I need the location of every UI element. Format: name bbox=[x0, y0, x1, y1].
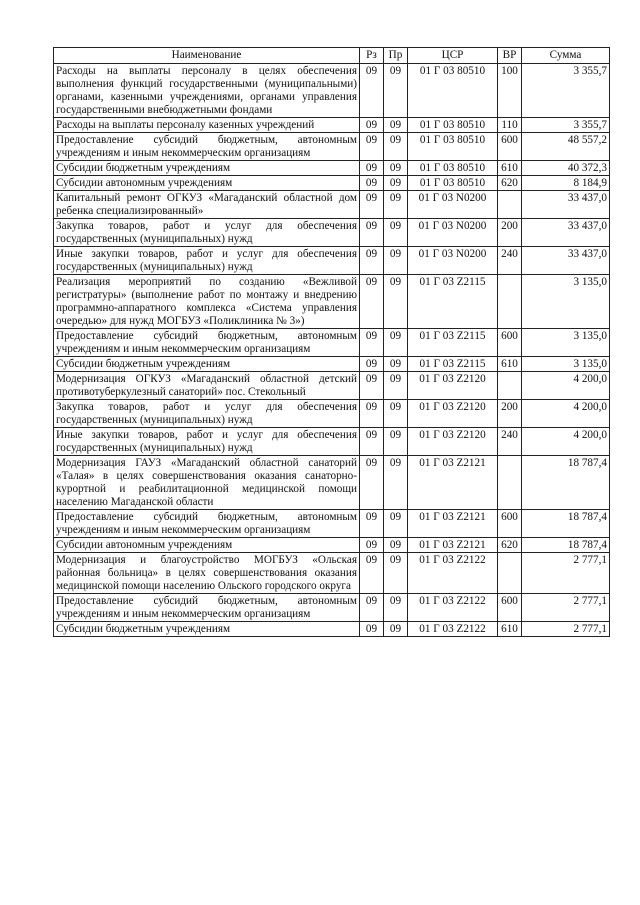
cell-csr: 01 Г 03 Z2115 bbox=[408, 357, 498, 372]
table-row bbox=[54, 400, 610, 428]
table-row bbox=[54, 161, 610, 176]
budget-table bbox=[53, 47, 610, 637]
table-row bbox=[54, 622, 610, 637]
header-vr: ВР bbox=[498, 48, 522, 64]
cell-sum: 2 777,1 bbox=[522, 553, 610, 594]
cell-name: Модернизация и благоустройство МОГБУЗ «Ольская районная больница» в целях совершенствования оказания медицинской помощи населению Ольского городского округа bbox=[54, 553, 360, 594]
cell-rz: 09 bbox=[360, 553, 384, 594]
cell-sum: 3 135,0 bbox=[522, 275, 610, 329]
cell-sum: 48 557,2 bbox=[522, 133, 610, 161]
cell-csr: 01 Г 03 80510 bbox=[408, 64, 498, 118]
header-sum: Сумма bbox=[522, 48, 610, 64]
cell-pr: 09 bbox=[384, 219, 408, 247]
cell-pr: 09 bbox=[384, 400, 408, 428]
header-csr: ЦСР bbox=[408, 48, 498, 64]
cell-csr: 01 Г 03 80510 bbox=[408, 118, 498, 133]
cell-sum: 33 437,0 bbox=[522, 191, 610, 219]
cell-sum: 33 437,0 bbox=[522, 219, 610, 247]
cell-sum: 18 787,4 bbox=[522, 456, 610, 510]
cell-rz: 09 bbox=[360, 400, 384, 428]
cell-vr: 200 bbox=[498, 219, 522, 247]
cell-vr: 610 bbox=[498, 357, 522, 372]
cell-pr: 09 bbox=[384, 538, 408, 553]
table-row bbox=[54, 64, 610, 118]
cell-vr bbox=[498, 191, 522, 219]
header-rz: Рз bbox=[360, 48, 384, 64]
cell-pr: 09 bbox=[384, 510, 408, 538]
table-body bbox=[54, 64, 610, 637]
cell-sum: 3 355,7 bbox=[522, 118, 610, 133]
cell-name: Субсидии автономным учреждениям bbox=[54, 538, 360, 553]
cell-pr: 09 bbox=[384, 161, 408, 176]
cell-name: Расходы на выплаты персоналу казенных учреждений bbox=[54, 118, 360, 133]
cell-name: Предоставление субсидий бюджетным, автономным учреждениям и иным некоммерческим организациям bbox=[54, 329, 360, 357]
cell-name: Модернизация ГАУЗ «Магаданский областной санаторий «Талая» в целях совершенствования оказания санаторно-курортной и реабилитационной медицинской помощи населению Магаданской области bbox=[54, 456, 360, 510]
cell-csr: 01 Г 03 Z2122 bbox=[408, 622, 498, 637]
cell-sum: 18 787,4 bbox=[522, 538, 610, 553]
cell-csr: 01 Г 03 Z2115 bbox=[408, 275, 498, 329]
cell-rz: 09 bbox=[360, 191, 384, 219]
cell-vr bbox=[498, 372, 522, 400]
cell-csr: 01 Г 03 N0200 bbox=[408, 191, 498, 219]
table-row bbox=[54, 329, 610, 357]
cell-name: Модернизация ОГКУЗ «Магаданский областной детский противотуберкулезный санаторий» пос. Стекольный bbox=[54, 372, 360, 400]
cell-rz: 09 bbox=[360, 275, 384, 329]
table-row bbox=[54, 428, 610, 456]
cell-csr: 01 Г 03 Z2120 bbox=[408, 372, 498, 400]
cell-name: Закупка товаров, работ и услуг для обеспечения государственных (муниципальных) нужд bbox=[54, 219, 360, 247]
cell-name: Предоставление субсидий бюджетным, автономным учреждениям и иным некоммерческим организациям bbox=[54, 594, 360, 622]
cell-name: Реализация мероприятий по созданию «Вежливой регистратуры» (выполнение работ по монтажу и внедрению программно-аппаратного комплекса «Система управления очередью» для нужд МОГБУЗ «Поликлиника № 3») bbox=[54, 275, 360, 329]
cell-rz: 09 bbox=[360, 161, 384, 176]
cell-rz: 09 bbox=[360, 372, 384, 400]
cell-vr bbox=[498, 456, 522, 510]
cell-rz: 09 bbox=[360, 594, 384, 622]
cell-rz: 09 bbox=[360, 219, 384, 247]
table-header-row bbox=[54, 48, 610, 64]
cell-name: Предоставление субсидий бюджетным, автономным учреждениям и иным некоммерческим организациям bbox=[54, 133, 360, 161]
cell-sum: 8 184,9 bbox=[522, 176, 610, 191]
cell-rz: 09 bbox=[360, 357, 384, 372]
cell-vr bbox=[498, 553, 522, 594]
cell-pr: 09 bbox=[384, 191, 408, 219]
cell-name: Иные закупки товаров, работ и услуг для обеспечения государственных (муниципальных) нужд bbox=[54, 247, 360, 275]
cell-vr: 240 bbox=[498, 428, 522, 456]
cell-sum: 33 437,0 bbox=[522, 247, 610, 275]
cell-pr: 09 bbox=[384, 275, 408, 329]
table-row bbox=[54, 176, 610, 191]
cell-csr: 01 Г 03 Z2120 bbox=[408, 400, 498, 428]
cell-sum: 2 777,1 bbox=[522, 594, 610, 622]
table-row bbox=[54, 553, 610, 594]
cell-pr: 09 bbox=[384, 456, 408, 510]
cell-sum: 3 355,7 bbox=[522, 64, 610, 118]
cell-sum: 40 372,3 bbox=[522, 161, 610, 176]
table-row bbox=[54, 357, 610, 372]
cell-sum: 2 777,1 bbox=[522, 622, 610, 637]
table-row bbox=[54, 133, 610, 161]
cell-name: Предоставление субсидий бюджетным, автономным учреждениям и иным некоммерческим организациям bbox=[54, 510, 360, 538]
cell-sum: 4 200,0 bbox=[522, 428, 610, 456]
cell-sum: 18 787,4 bbox=[522, 510, 610, 538]
cell-name: Субсидии бюджетным учреждениям bbox=[54, 357, 360, 372]
cell-pr: 09 bbox=[384, 622, 408, 637]
cell-pr: 09 bbox=[384, 133, 408, 161]
cell-name: Закупка товаров, работ и услуг для обеспечения государственных (муниципальных) нужд bbox=[54, 400, 360, 428]
cell-pr: 09 bbox=[384, 372, 408, 400]
cell-rz: 09 bbox=[360, 133, 384, 161]
cell-pr: 09 bbox=[384, 176, 408, 191]
table-row bbox=[54, 510, 610, 538]
cell-name: Капитальный ремонт ОГКУЗ «Магаданский областной дом ребенка специализированный» bbox=[54, 191, 360, 219]
cell-csr: 01 Г 03 Z2122 bbox=[408, 594, 498, 622]
cell-csr: 01 Г 03 Z2122 bbox=[408, 553, 498, 594]
cell-csr: 01 Г 03 Z2121 bbox=[408, 538, 498, 553]
cell-pr: 09 bbox=[384, 594, 408, 622]
cell-vr: 610 bbox=[498, 622, 522, 637]
cell-vr: 600 bbox=[498, 510, 522, 538]
table-row bbox=[54, 372, 610, 400]
cell-name: Субсидии бюджетным учреждениям bbox=[54, 622, 360, 637]
cell-csr: 01 Г 03 80510 bbox=[408, 176, 498, 191]
table-row bbox=[54, 191, 610, 219]
cell-csr: 01 Г 03 80510 bbox=[408, 161, 498, 176]
cell-name: Иные закупки товаров, работ и услуг для обеспечения государственных (муниципальных) нужд bbox=[54, 428, 360, 456]
cell-name: Субсидии бюджетным учреждениям bbox=[54, 161, 360, 176]
cell-rz: 09 bbox=[360, 64, 384, 118]
cell-vr bbox=[498, 275, 522, 329]
cell-sum: 3 135,0 bbox=[522, 329, 610, 357]
table-row bbox=[54, 538, 610, 553]
cell-rz: 09 bbox=[360, 428, 384, 456]
header-name: Наименование bbox=[54, 48, 360, 64]
cell-pr: 09 bbox=[384, 118, 408, 133]
cell-vr: 600 bbox=[498, 329, 522, 357]
cell-name: Расходы на выплаты персоналу в целях обеспечения выполнения функций государственными (муниципальными) органами, казенными учреждениями, органами управления государственными внебюджетными фондами bbox=[54, 64, 360, 118]
cell-rz: 09 bbox=[360, 329, 384, 357]
cell-csr: 01 Г 03 N0200 bbox=[408, 247, 498, 275]
cell-rz: 09 bbox=[360, 622, 384, 637]
cell-csr: 01 Г 03 Z2120 bbox=[408, 428, 498, 456]
cell-vr: 600 bbox=[498, 594, 522, 622]
cell-pr: 09 bbox=[384, 553, 408, 594]
cell-csr: 01 Г 03 Z2121 bbox=[408, 456, 498, 510]
cell-rz: 09 bbox=[360, 456, 384, 510]
cell-sum: 4 200,0 bbox=[522, 372, 610, 400]
cell-pr: 09 bbox=[384, 247, 408, 275]
cell-vr: 100 bbox=[498, 64, 522, 118]
cell-csr: 01 Г 03 N0200 bbox=[408, 219, 498, 247]
cell-pr: 09 bbox=[384, 329, 408, 357]
cell-rz: 09 bbox=[360, 510, 384, 538]
cell-rz: 09 bbox=[360, 538, 384, 553]
cell-vr: 110 bbox=[498, 118, 522, 133]
cell-csr: 01 Г 03 Z2115 bbox=[408, 329, 498, 357]
cell-sum: 3 135,0 bbox=[522, 357, 610, 372]
cell-csr: 01 Г 03 80510 bbox=[408, 133, 498, 161]
cell-rz: 09 bbox=[360, 176, 384, 191]
cell-vr: 610 bbox=[498, 161, 522, 176]
cell-pr: 09 bbox=[384, 64, 408, 118]
table-row bbox=[54, 456, 610, 510]
table-row bbox=[54, 219, 610, 247]
cell-vr: 240 bbox=[498, 247, 522, 275]
cell-rz: 09 bbox=[360, 118, 384, 133]
cell-vr: 200 bbox=[498, 400, 522, 428]
table-row bbox=[54, 275, 610, 329]
cell-csr: 01 Г 03 Z2121 bbox=[408, 510, 498, 538]
cell-vr: 620 bbox=[498, 538, 522, 553]
table-row bbox=[54, 118, 610, 133]
table-row bbox=[54, 247, 610, 275]
cell-vr: 620 bbox=[498, 176, 522, 191]
header-pr: Пр bbox=[384, 48, 408, 64]
cell-vr: 600 bbox=[498, 133, 522, 161]
table-row bbox=[54, 594, 610, 622]
cell-pr: 09 bbox=[384, 357, 408, 372]
cell-name: Субсидии автономным учреждениям bbox=[54, 176, 360, 191]
cell-sum: 4 200,0 bbox=[522, 400, 610, 428]
cell-rz: 09 bbox=[360, 247, 384, 275]
cell-pr: 09 bbox=[384, 428, 408, 456]
